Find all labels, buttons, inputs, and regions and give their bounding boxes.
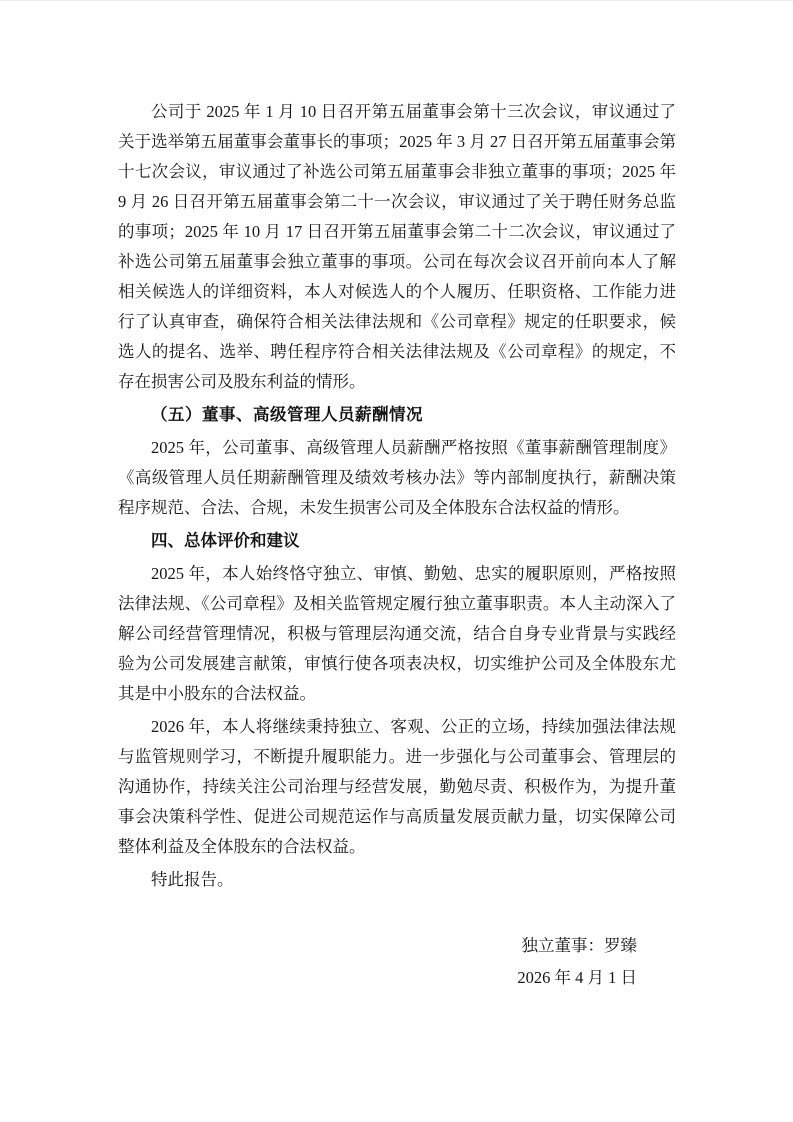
paragraph-board-meetings: 公司于 2025 年 1 月 10 日召开第五届董事会第十三次会议，审议通过了关于选举第五届董事会董事长的事项；2025 年 3 月 27 日召开第五届董事会第十七次会议，审议通过了补选公司第五届董事会非独立董事的事项；2025 年 9 月 26 日召开第五届董事会第二十一次会议，审议通过了关于聘任财务总监的事项；2025 年 10 月 17 日召开第五届董事会第二十二次会议，审议通过了补选公司第五届董事会独立董事的事项。公司在每次会议召开前向本人了解相关候选人的详细资料，本人对候选人的个人履历、任职资格、工作能力进行了认真审查，确保符合相关法律法规和《公司章程》规定的任职要求，候选人的提名、选举、聘任程序符合相关法律法规及《公司章程》的规定，不存在损害公司及股东利益的情形。 xyxy=(118,102,676,391)
signature-date: 2026 年 4 月 1 日 xyxy=(517,968,637,987)
paragraph-compensation: 2025 年，公司董事、高级管理人员薪酬严格按照《董事薪酬管理制度》《高级管理人员任期薪酬管理及绩效考核办法》等内部制度执行，薪酬决策程序规范、合法、合规，未发生损害公司及全体股东合法权益的情形。 xyxy=(118,438,676,517)
document-body xyxy=(118,97,676,993)
paragraph-closing: 特此报告。 xyxy=(151,870,234,889)
section-heading-compensation: （五）董事、高级管理人员薪酬情况 xyxy=(151,406,423,424)
signature-signer: 独立董事：罗臻 xyxy=(521,936,637,955)
paragraph-2025-performance: 2025 年，本人始终恪守独立、审慎、勤勉、忠实的履职原则，严格按照法律法规、《公司章程》及相关监管规定履行独立董事职责。本人主动深入了解公司经营管理情况，积极与管理层沟通交流，结合自身专业背景与实践经验为公司发展建言献策，审慎行使各项表决权，切实维护公司及全体股东尤其是中小股东的合法权益。 xyxy=(118,564,676,703)
signature-block xyxy=(118,931,676,993)
section-heading-overall-evaluation: 四、总体评价和建议 xyxy=(151,532,300,550)
paragraph-2026-plan: 2026 年，本人将继续秉持独立、客观、公正的立场，持续加强法律法规与监管规则学习，不断提升履职能力。进一步强化与公司董事会、管理层的沟通协作，持续关注公司治理与经营发展，勤勉尽责、积极作为，为提升董事会决策科学性、促进公司规范运作与高质量发展贡献力量，切实保障公司整体利益及全体股东的合法权益。 xyxy=(118,717,676,856)
